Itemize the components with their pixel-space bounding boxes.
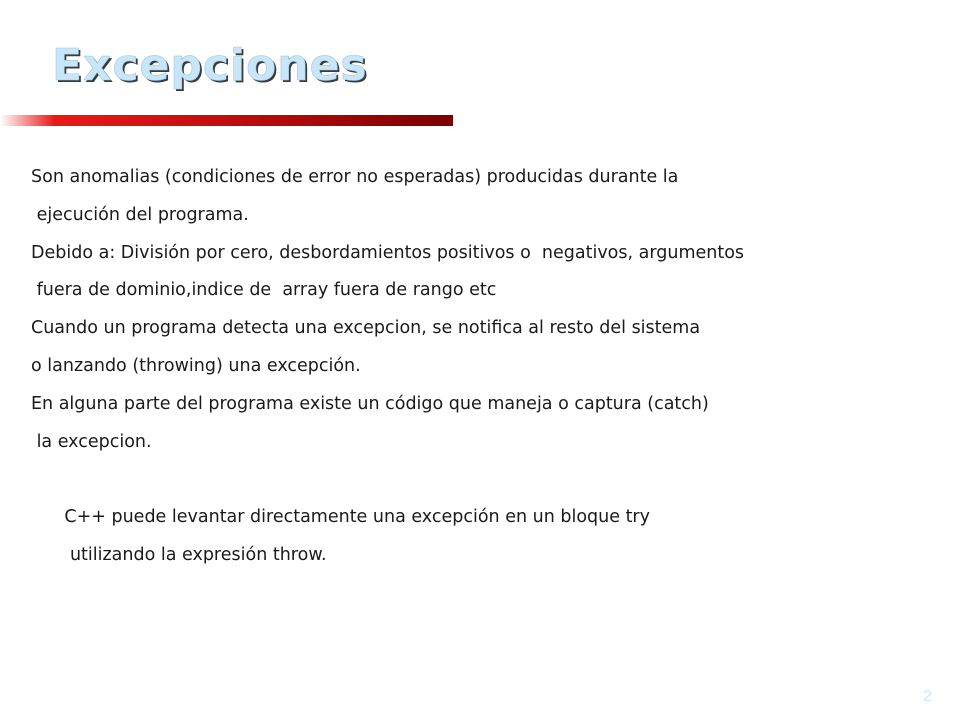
body-line: o lanzando (throwing) una excepción. (31, 355, 361, 376)
page-number: 2 (923, 688, 932, 705)
slide-title: Excepciones (52, 40, 368, 91)
body-line: fuera de dominio,indice de array fuera de rango etc (31, 280, 497, 301)
body-line: Son anomalias (condiciones de error no esperadas) producidas durante la (31, 167, 679, 187)
body-line: ejecución del programa. (31, 204, 249, 225)
note-line: C++ puede levantar directamente una excepción en un bloque try (31, 507, 650, 528)
body-line: la excepcion. (31, 431, 152, 452)
note-line: utilizando la expresión throw. (31, 544, 327, 565)
body-line: En alguna parte del programa existe un código que maneja o captura (catch) (31, 393, 709, 414)
title-underline-bar (0, 115, 453, 126)
paragraph-gap (31, 461, 931, 499)
body-line: Cuando un programa detecta una excepcion, se notifica al resto del sistema (31, 318, 701, 339)
body-line: Debido a: División por cero, desbordamientos positivos o negativos, argumentos (31, 242, 745, 263)
slide-body (31, 159, 931, 575)
